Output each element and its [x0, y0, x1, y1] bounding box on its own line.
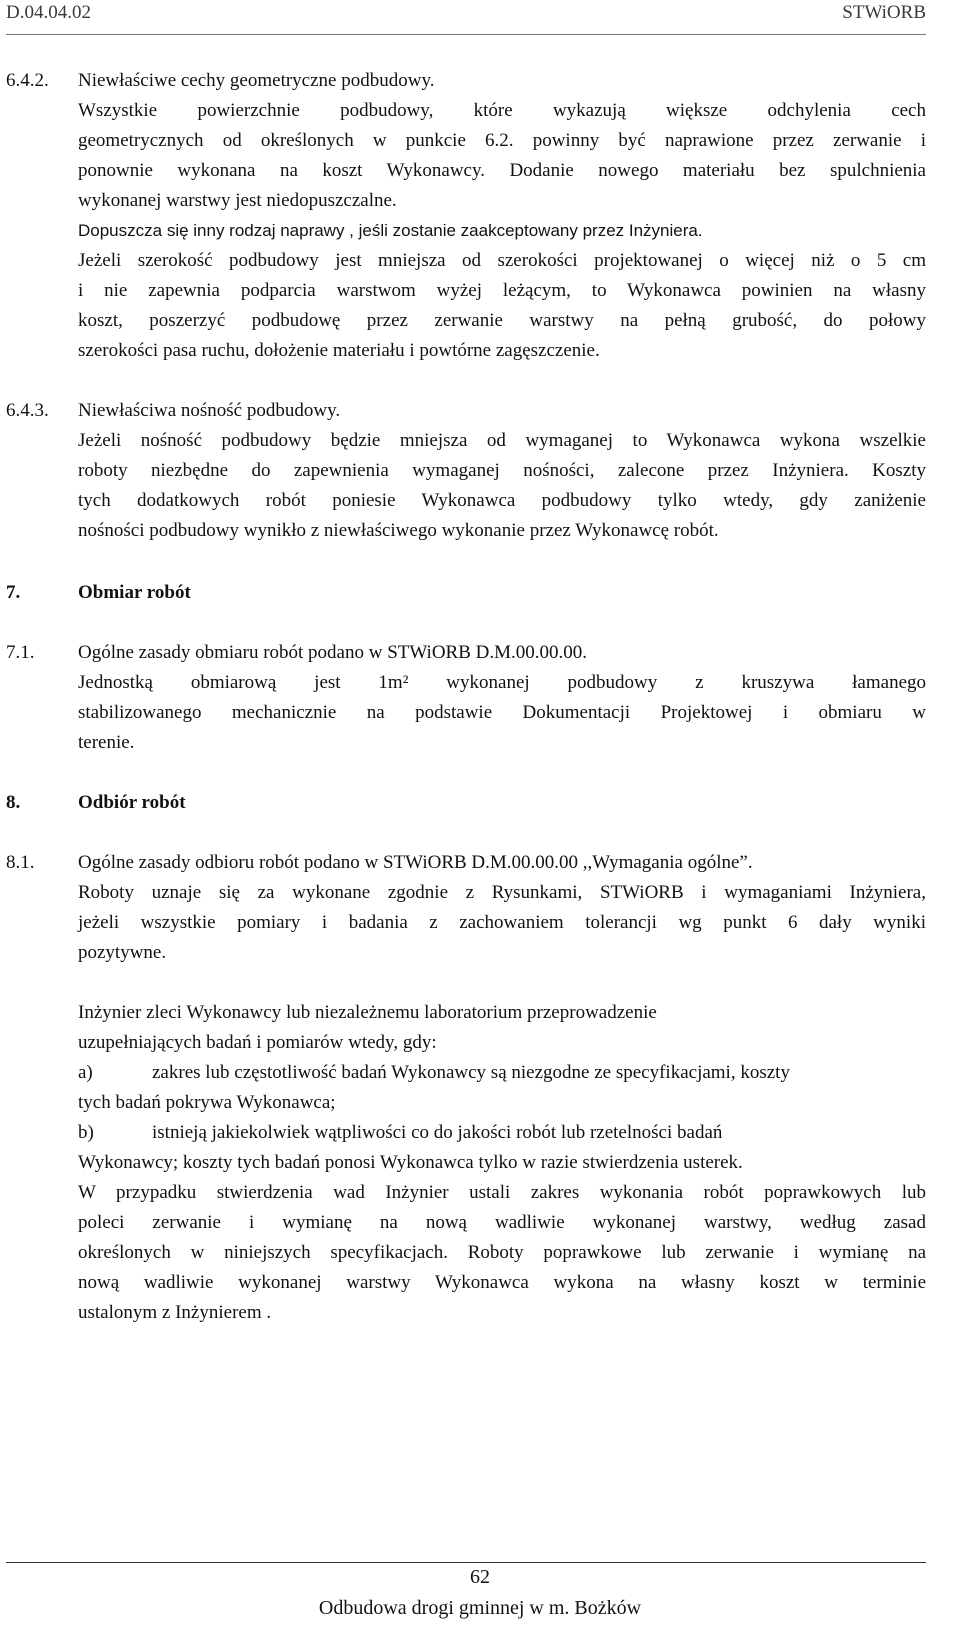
paragraph-line: roboty niezbędne do zapewnienia wymaganej nośności, zalecone przez Inżyniera. Koszty	[78, 460, 926, 481]
paragraph-line: uzupełniających badań i pomiarów wtedy, gdy:	[78, 1032, 437, 1053]
paragraph-line: ustalonym z Inżynierem .	[78, 1302, 272, 1323]
list-item-text: istnieją jakiekolwiek wątpliwości co do jakości robót lub rzetelności badań	[152, 1122, 723, 1143]
section-title-6-4-2: Niewłaściwe cechy geometryczne podbudowy.	[78, 70, 435, 91]
list-item-continuation: Wykonawcy; koszty tych badań ponosi Wykonawca tylko w razie stwierdzenia usterek.	[78, 1152, 743, 1173]
paragraph-line: Ogólne zasady obmiaru robót podano w STWiORB D.M.00.00.00.	[78, 642, 588, 663]
paragraph-line: pozytywne.	[78, 942, 167, 963]
section-number-6-4-3: 6.4.3.	[6, 400, 49, 421]
paragraph-line: Dopuszcza się inny rodzaj naprawy , jeśli zostanie zaakceptowany przez Inżyniera.	[78, 221, 703, 240]
paragraph-line: nośności podbudowy wynikło z niewłaściwego wykonanie przez Wykonawcę robót.	[78, 520, 719, 541]
paragraph-line: Ogólne zasady odbioru robót podano w STWiORB D.M.00.00.00 ,,Wymagania ogólne”.	[78, 852, 753, 873]
section-number-8-1: 8.1.	[6, 852, 35, 873]
list-item-text: zakres lub częstotliwość badań Wykonawcy są niezgodne ze specyfikacjami, koszty	[152, 1062, 790, 1083]
chapter-number-7: 7.	[6, 582, 21, 603]
paragraph-line: szerokości pasa ruchu, dołożenie materiału i powtórne zagęszczenie.	[78, 340, 600, 361]
section-title-6-4-3: Niewłaściwa nośność podbudowy.	[78, 400, 341, 421]
section-number-6-4-2: 6.4.2.	[6, 70, 49, 91]
paragraph-line: terenie.	[78, 732, 135, 753]
chapter-title-7: Obmiar robót	[78, 582, 191, 603]
paragraph-line: jeżeli wszystkie pomiary i badania z zachowaniem tolerancji wg punkt 6 dały wyniki	[78, 912, 926, 933]
paragraph-line: Inżynier zleci Wykonawcy lub niezależnemu laboratorium przeprowadzenie	[78, 1002, 657, 1023]
page-number: 62	[470, 1566, 490, 1588]
chapter-title-8: Odbiór robót	[78, 792, 186, 813]
paragraph-line: i nie zapewnia podparcia warstwom wyżej leżącym, to Wykonawca powinien na własny	[78, 280, 926, 301]
paragraph-line: określonych w niniejszych specyfikacjach. Roboty poprawkowe lub zerwanie i wymianę na	[78, 1242, 926, 1263]
list-item-label: a)	[78, 1062, 93, 1083]
paragraph-line: W przypadku stwierdzenia wad Inżynier ustali zakres wykonania robót poprawkowych lub	[78, 1182, 926, 1203]
footer-rule	[6, 1562, 926, 1563]
paragraph-line: geometrycznych od określonych w punkcie 6.2. powinny być naprawione przez zerwanie i	[78, 130, 926, 151]
chapter-number-8: 8.	[6, 792, 21, 813]
list-item-label: b)	[78, 1122, 94, 1143]
header-document-code: D.04.04.02	[6, 2, 91, 23]
paragraph-line: stabilizowanego mechanicznie na podstawie Dokumentacji Projektowej i obmiaru w	[78, 702, 926, 723]
paragraph-line: poleci zerwanie i wymianę na nową wadliwie wykonanej warstwy, według zasad	[78, 1212, 926, 1233]
paragraph-line: Roboty uznaje się za wykonane zgodnie z Rysunkami, STWiORB i wymaganiami Inżyniera,	[78, 882, 926, 903]
paragraph-line: Wszystkie powierzchnie podbudowy, które wykazują większe odchylenia cech	[78, 100, 926, 121]
list-item-continuation: tych badań pokrywa Wykonawca;	[78, 1092, 336, 1113]
paragraph-line: wykonanej warstwy jest niedopuszczalne.	[78, 190, 397, 211]
paragraph-line: Jednostką obmiarową jest 1m² wykonanej podbudowy z kruszywa łamanego	[78, 672, 926, 693]
section-number-7-1: 7.1.	[6, 642, 35, 663]
paragraph-line: nową wadliwie wykonanej warstwy Wykonawca wykona na własny koszt w terminie	[78, 1272, 926, 1293]
header-spec-name: STWiORB	[842, 2, 926, 23]
paragraph-line: Jeżeli nośność podbudowy będzie mniejsza od wymaganej to Wykonawca wykona wszelkie	[78, 430, 926, 451]
paragraph-line: tych dodatkowych robót poniesie Wykonawca podbudowy tylko wtedy, gdy zaniżenie	[78, 490, 926, 511]
footer-project-title: Odbudowa drogi gminnej w m. Bożków	[318, 1597, 642, 1619]
paragraph-line: Jeżeli szerokość podbudowy jest mniejsza od szerokości projektowanej o więcej niż o 5 cm	[78, 250, 926, 271]
paragraph-line: ponownie wykonana na koszt Wykonawcy. Dodanie nowego materiału bez spulchnienia	[78, 160, 926, 181]
paragraph-line: koszt, poszerzyć podbudowę przez zerwanie warstwy na pełną grubość, do połowy	[78, 310, 926, 331]
header-rule	[6, 34, 926, 35]
